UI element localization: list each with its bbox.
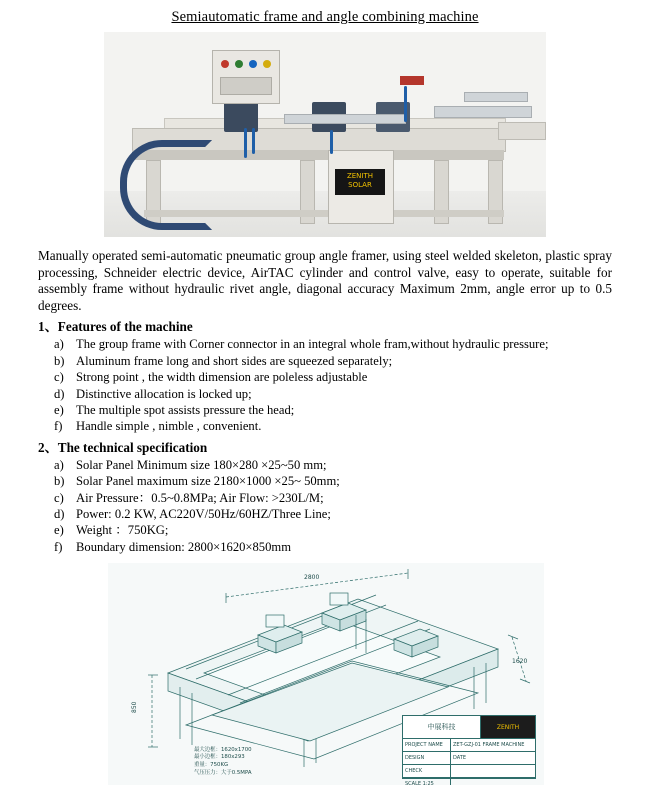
machine-photo bbox=[104, 32, 546, 237]
list-marker: f) bbox=[54, 539, 63, 554]
list-item bbox=[38, 336, 612, 352]
photo-brand-label bbox=[335, 169, 385, 195]
photo-air-hose bbox=[330, 130, 333, 154]
photo-workpiece bbox=[434, 106, 532, 118]
company-logo bbox=[481, 716, 535, 738]
drawing-title-block bbox=[402, 715, 536, 786]
dimension-label-width: 1620 bbox=[512, 658, 528, 666]
list-text: Boundary dimension: 2800×1620×850mm bbox=[76, 539, 291, 554]
section-2-heading bbox=[38, 437, 612, 456]
photo-red-component bbox=[400, 76, 424, 85]
photo-cable-chain bbox=[120, 140, 212, 230]
logo-line-1: ZENITH bbox=[496, 723, 520, 731]
drawing-note: 最小边框：180x293 bbox=[194, 754, 245, 761]
drawing-note: 重量：750KG bbox=[194, 762, 229, 769]
photo-air-hose bbox=[252, 128, 255, 154]
cad-drawing-container bbox=[38, 563, 612, 788]
title-block-cell-value: ZET-GZJ-01 FRAME MACHINE bbox=[453, 742, 525, 749]
document-page bbox=[0, 9, 650, 800]
list-text: Aluminum frame long and short sides are squeezed separately; bbox=[76, 353, 393, 368]
title-block-header bbox=[403, 716, 535, 739]
title-block-row bbox=[403, 778, 535, 785]
title-block-cell-label: SCALE 1:25 bbox=[403, 778, 451, 785]
list-item bbox=[38, 506, 612, 522]
title-block-cell-label: PROJECT NAME bbox=[403, 739, 451, 751]
list-text: Solar Panel Minimum size 180×280 ×25~50 mm; bbox=[76, 457, 327, 472]
section-1-number: 1、 bbox=[38, 319, 58, 335]
list-marker: c) bbox=[54, 370, 64, 385]
dimension-label-height: 850 bbox=[131, 701, 138, 714]
section-1-list bbox=[38, 336, 612, 434]
photo-workpiece bbox=[464, 92, 528, 102]
company-name: 中展科技 bbox=[403, 716, 481, 738]
drawing-note: 最大边框：1620x1700 bbox=[194, 746, 252, 753]
list-item bbox=[38, 539, 612, 555]
title-block-cell-label: CHECK bbox=[403, 765, 451, 777]
section-2-number: 2、 bbox=[38, 439, 58, 455]
list-text: Air Pressure：0.5~0.8MPa; Air Flow: >230L/M; bbox=[76, 490, 324, 505]
list-text: The multiple spot assists pressure the head; bbox=[76, 403, 295, 417]
list-item bbox=[38, 402, 612, 418]
list-marker: e) bbox=[54, 523, 64, 538]
section-1-heading bbox=[38, 316, 612, 335]
panel-button-green bbox=[235, 60, 243, 68]
list-marker: d) bbox=[54, 507, 65, 522]
list-text: Weight ：750KG; bbox=[76, 523, 169, 538]
list-marker: e) bbox=[54, 403, 64, 417]
title-block-cell-value bbox=[451, 765, 535, 777]
title-block-row bbox=[403, 765, 535, 778]
list-item bbox=[38, 386, 612, 402]
section-2-list bbox=[38, 457, 612, 555]
list-text: Strong point , the width dimension are poleless adjustable bbox=[76, 370, 368, 385]
list-item bbox=[38, 490, 612, 506]
page-title: Semiautomatic frame and angle combining machine bbox=[171, 9, 479, 25]
panel-display-slot bbox=[220, 77, 272, 95]
list-text: Handle simple , nimble , convenient. bbox=[76, 419, 262, 434]
drawing-note: 气压压力：大于0.5MPA bbox=[194, 769, 252, 776]
brand-line-1: ZENITH bbox=[346, 172, 374, 180]
list-item bbox=[38, 473, 612, 489]
list-marker: a) bbox=[54, 457, 64, 472]
photo-electrical-cabinet bbox=[328, 150, 394, 224]
list-marker: b) bbox=[54, 353, 65, 368]
section-1-title: Features of the machine bbox=[57, 319, 193, 335]
cad-drawing bbox=[108, 563, 544, 785]
list-marker: a) bbox=[54, 337, 64, 352]
list-text: The group frame with Corner connector in an integral whole fram,without hydraulic pressure; bbox=[76, 337, 549, 352]
intro-paragraph: Manually operated semi-automatic pneumatic group angle framer, using steel welded skeleton, plastic spray processing, Schneider electric device, AirTAC cylinder and control valve, easy to operate, suitable for assembly frame without hydraulic rivet angle, diagonal accuracy Maximum 2mm, angle error up to 0.5 degrees. bbox=[38, 248, 612, 313]
photo-air-hose bbox=[244, 128, 247, 158]
list-text: Solar Panel maximum size 2180×1000 ×25~ 50mm; bbox=[76, 474, 340, 489]
list-marker: d) bbox=[54, 386, 65, 401]
photo-workpiece bbox=[284, 114, 406, 124]
title-block-cell-value: DATE bbox=[453, 755, 467, 762]
panel-button-red bbox=[221, 60, 229, 68]
list-text: Power: 0.2 KW, AC220V/50Hz/60HZ/Three Line; bbox=[76, 507, 331, 522]
list-item bbox=[38, 353, 612, 369]
title-block-row bbox=[403, 752, 535, 765]
photo-control-panel bbox=[212, 50, 280, 104]
list-item bbox=[38, 369, 612, 385]
section-2-title: The technical specification bbox=[57, 439, 208, 455]
list-marker: c) bbox=[54, 490, 64, 505]
photo-side-tray bbox=[498, 122, 546, 140]
panel-button-blue bbox=[249, 60, 257, 68]
list-marker: f) bbox=[54, 419, 63, 434]
list-item bbox=[38, 522, 612, 538]
drawing-notes bbox=[194, 747, 252, 777]
list-item bbox=[38, 418, 612, 434]
list-text: Distinctive allocation is locked up; bbox=[76, 386, 252, 401]
list-item bbox=[38, 457, 612, 473]
brand-line-2: SOLAR bbox=[348, 181, 372, 189]
panel-button-yellow bbox=[263, 60, 271, 68]
title-block-row bbox=[403, 739, 535, 752]
machine-photo-container bbox=[38, 32, 612, 240]
title-block-cell-value bbox=[451, 778, 535, 785]
list-marker: b) bbox=[54, 474, 65, 489]
title-block-cell-label: DESIGN bbox=[403, 752, 451, 764]
photo-air-hose bbox=[404, 86, 407, 122]
dimension-label-length: 2800 bbox=[304, 574, 320, 582]
